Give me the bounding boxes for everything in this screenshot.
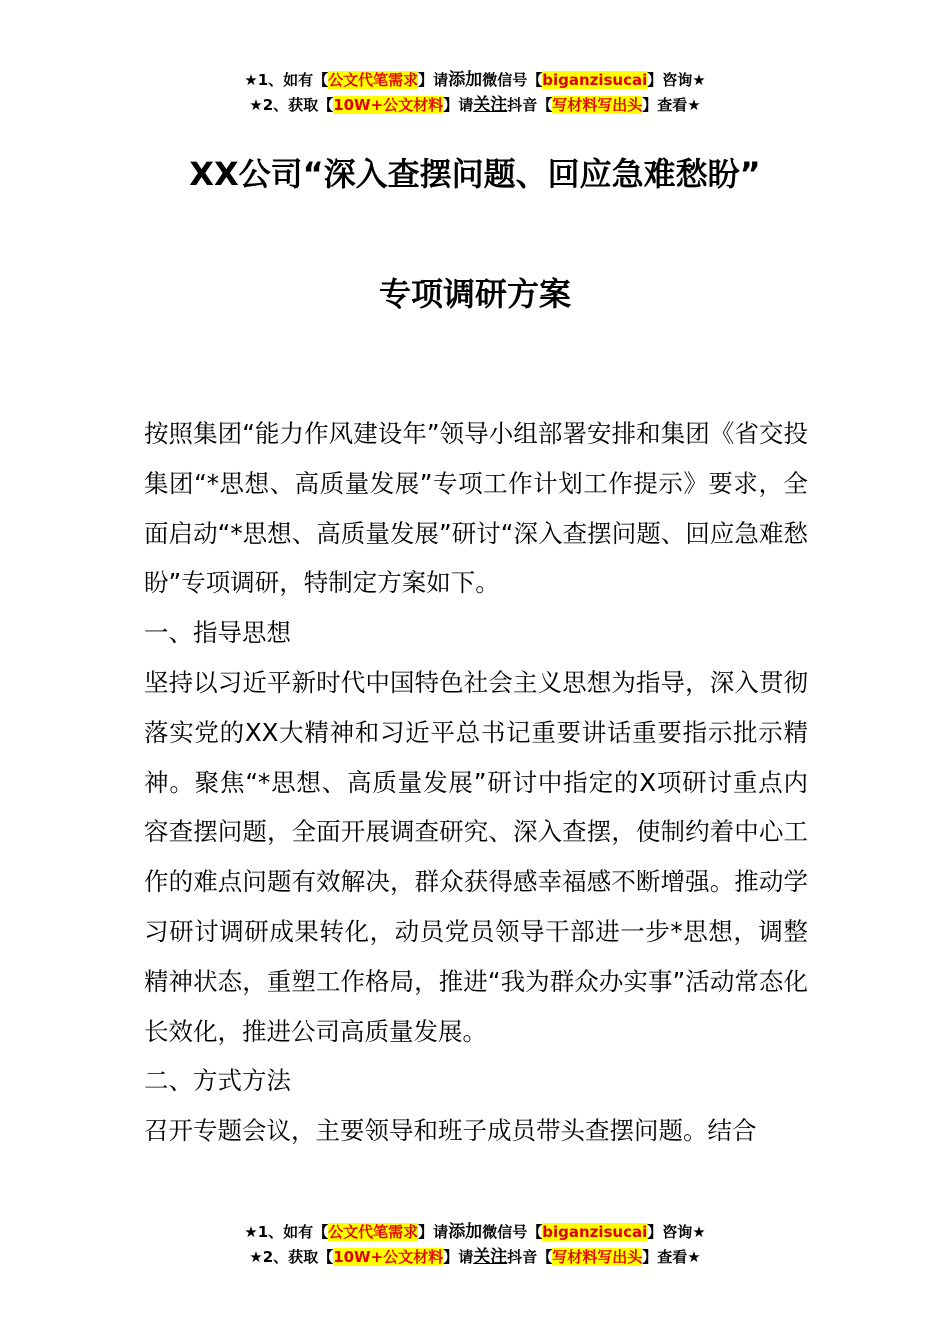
header-banner: [0, 68, 950, 118]
section-heading-2: 二、方式方法: [144, 1066, 291, 1096]
banner-highlight: 写材料写出头: [552, 1248, 643, 1266]
banner-text: 】查看★: [642, 96, 701, 114]
banner-text: 】请: [418, 1223, 449, 1241]
banner-text: 微信号【: [482, 71, 543, 89]
document-title-line-1: XX公司“深入查摆问题、回应急难愁盼”: [189, 155, 761, 193]
banner-highlight: biganzisucai: [542, 71, 648, 89]
document-title-line-2: 专项调研方案: [378, 275, 571, 313]
banner-emphasis: 关注: [473, 1247, 508, 1267]
banner-text: ★2、获取【: [249, 96, 334, 114]
footer-banner: [0, 1220, 950, 1270]
banner-text: 】请: [443, 1248, 474, 1266]
banner-emphasis: 添加: [448, 70, 483, 90]
banner-text: 】请: [443, 96, 474, 114]
banner-text: 抖音【: [507, 96, 553, 114]
banner-line-1: [0, 1220, 950, 1245]
document-body: [144, 409, 808, 1156]
banner-highlight: 公文代笔需求: [328, 1223, 419, 1241]
section-paragraph-1: 坚持以习近平新时代中国特色社会主义思想为指导，深入贯彻落实党的XX大精神和习近平总书记重要讲话重要指示批示精神。聚焦“*思想、高质量发展”研讨中指定的X项研讨重点内容查摆问题，全面开展调查研究、深入查摆，使制约着中心工作的难点问题有效解决，群众获得感幸福感不断增强。推动学习研讨调研成果转化，动员党员领导干部进一步*思想，调整精神状态，重塑工作格局，推进“我为群众办实事”活动常态化长效化，推进公司高质量发展。: [144, 667, 808, 1046]
banner-highlight: biganzisucai: [542, 1223, 648, 1241]
banner-highlight: 10W+公文材料: [333, 1248, 444, 1266]
section-paragraph-2: 召开专题会议，主要领导和班子成员带头查摆问题。结合: [144, 1116, 757, 1146]
banner-highlight: 10W+公文材料: [333, 96, 444, 114]
banner-emphasis: 关注: [473, 95, 508, 115]
banner-text: 】请: [418, 71, 449, 89]
banner-text: ★2、获取【: [249, 1248, 334, 1266]
banner-text: 微信号【: [482, 1223, 543, 1241]
banner-highlight: 写材料写出头: [552, 96, 643, 114]
banner-text: 】查看★: [642, 1248, 701, 1266]
banner-text: 】咨询★: [647, 1223, 706, 1241]
section-heading-1: 一、指导思想: [144, 618, 291, 648]
banner-text: 抖音【: [507, 1248, 553, 1266]
banner-line-2: [0, 1245, 950, 1270]
intro-paragraph: 按照集团“能力作风建设年”领导小组部署安排和集团《省交投集团“*思想、高质量发展”专项工作计划工作提示》要求，全面启动“*思想、高质量发展”研讨“深入查摆问题、回应急难愁盼”专项调研，特制定方案如下。: [144, 419, 808, 598]
banner-line-2: [0, 93, 950, 118]
banner-text: 】咨询★: [647, 71, 706, 89]
banner-text: ★1、如有【: [244, 1223, 329, 1241]
banner-highlight: 公文代笔需求: [328, 71, 419, 89]
banner-text: ★1、如有【: [244, 71, 329, 89]
banner-emphasis: 添加: [448, 1222, 483, 1242]
banner-line-1: [0, 68, 950, 93]
